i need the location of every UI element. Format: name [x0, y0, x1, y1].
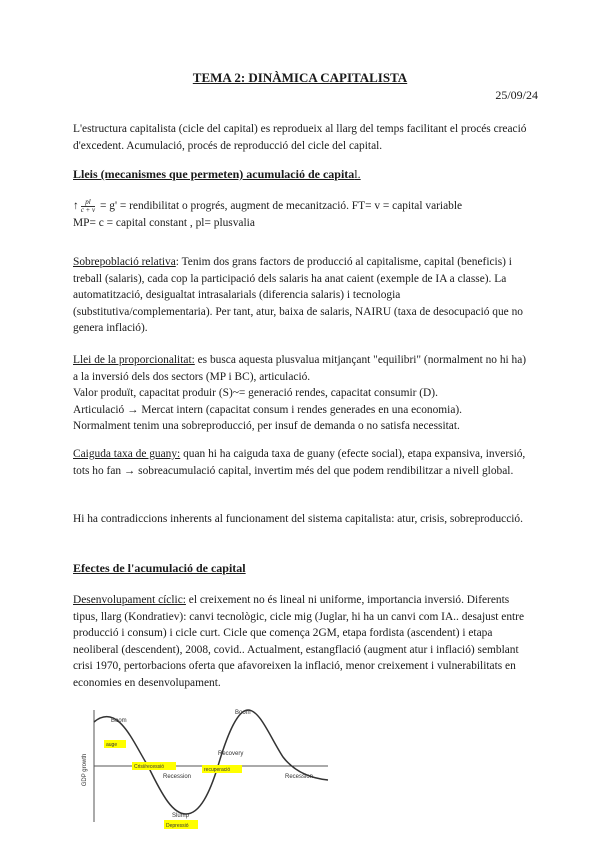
highlight-depression-text: Depressió [166, 823, 189, 829]
paragraph-caiguda [73, 446, 533, 479]
section-heading-efectes: Efectes de l'acumulació de capital [73, 561, 246, 575]
highlight-recovery-text: recuperació [204, 767, 231, 773]
formula-block [73, 198, 533, 231]
proporcionalitat-line-2: Valor produït, capacitat produir (S)~= generació rendes, capacitat consumir (D). [73, 387, 438, 400]
highlight-recession-text: Crisi/recessió [134, 764, 165, 770]
formula-denominator: c + v [80, 205, 96, 214]
proporcionalitat-line-1 [73, 352, 533, 385]
label-recession-2: Recession [285, 774, 314, 780]
chart-ylabel: GDP growth [82, 753, 88, 787]
term-desenvolupament: Desenvolupament cíclic: [73, 594, 186, 606]
label-boom-2: Boom [235, 710, 251, 716]
paragraph-desenvolupament [73, 592, 533, 692]
up-arrow-icon: ↑ [73, 200, 79, 212]
page-title: TEMA 2: DINÀMICA CAPITALISTA [192, 70, 408, 85]
document-date: 25/09/24 [495, 88, 538, 102]
term-sobrepoblacio: Sobrepoblació relativa [73, 256, 176, 268]
text-sobrepoblacio: : Tenim dos grans factors de producció al capitalisme, capital (beneficis) i treball (salaris), cada cop la participació dels salaris ha anat caient (exemple de IA a classe). La automatització, desigualtat intrasalarials (diferencia salaris) i tecnologia (substitutiva/complementaria). Per tant, atur, baixa de salaris, NAIRU (taxa de desocupació que no genera inflació). [73, 256, 523, 335]
highlight-auge-text: auge [106, 742, 118, 748]
intro-paragraph: L'estructura capitalista (cicle del capital) es reprodueix al llarg del temps facilitant el procés creació d'excedent. Acumulació, procés de reproducció del cicle del capital. [73, 123, 527, 152]
cycle-curve [94, 710, 328, 814]
section-heading-lleis-suffix: l. [354, 167, 361, 181]
formula-fraction [81, 199, 95, 214]
proporcionalitat-line-4: Normalment tenim una sobreproducció, per insuf de demanda o no satisfa necessitat. [73, 420, 460, 433]
formula-numerator: pl [81, 199, 95, 207]
proporcionalitat-line-3: Articulació → Mercat intern (capacitat consum i rendes generades en una economia). [73, 403, 463, 416]
term-proporcionalitat: Llei de la proporcionalitat: [73, 354, 195, 366]
label-recession-1: Recession [163, 774, 192, 780]
label-recovery: Recovery [218, 751, 244, 757]
formula-definition: = g' = rendibilitat o progrés, augment de mecanització. FT= v = capital variable [97, 200, 463, 212]
term-caiguda: Caiguda taxa de guany: [73, 448, 181, 460]
paragraph-sobrepoblacio [73, 254, 533, 337]
business-cycle-chart [78, 702, 333, 840]
text-proporcionalitat: es busca aquesta plusvalua mitjançant "equilibri" (normalment no hi ha) a la inversió dels dos sectors (MP i BC), articulació. [73, 354, 527, 383]
text-caiguda: quan hi ha caiguda taxa de guany (efecte social), etapa expansiva, inversió, tots ho fan → sobreacumulació capital, invertim més del que podem rendibilitzar a nivell global. [73, 448, 526, 477]
section-heading-lleis [73, 166, 533, 183]
paragraph-contradiccions: Hi ha contradiccions inherents al funcionament del sistema capitalista: atur, crisis, sobreproducció. [73, 513, 523, 525]
formula-line-2: MP= c = capital constant , pl= plusvalia [73, 216, 255, 229]
section-heading-lleis-text: Lleis (mecanismes que permeten) acumulació de capita [73, 167, 355, 181]
text-desenvolupament: el creixement no és lineal ni uniforme, importancia inversió. Diferents tipus, llarg (Kondratiev): canvi tecnològic, cicle mig (Juglar, hi ha un canvi com IA.. desajust entre producció i consum) i cicle curt. Cicle que comença 2GM, etapa fordista (ascendent) i etapa neoliberal (descendent), 2008, covid.. Actualment, estangflació (augment atur i inflació) semblant crisi 1970, pertorbacions oferta que afavoreixen la inflació, menor creixement i vulnerabilitats en economies en desenvolupament. [73, 594, 525, 689]
formula-line-1 [73, 198, 533, 215]
label-boom-1: Boom [111, 718, 127, 724]
paragraph-proporcionalitat [73, 352, 533, 435]
label-slump: Slump [172, 813, 190, 819]
